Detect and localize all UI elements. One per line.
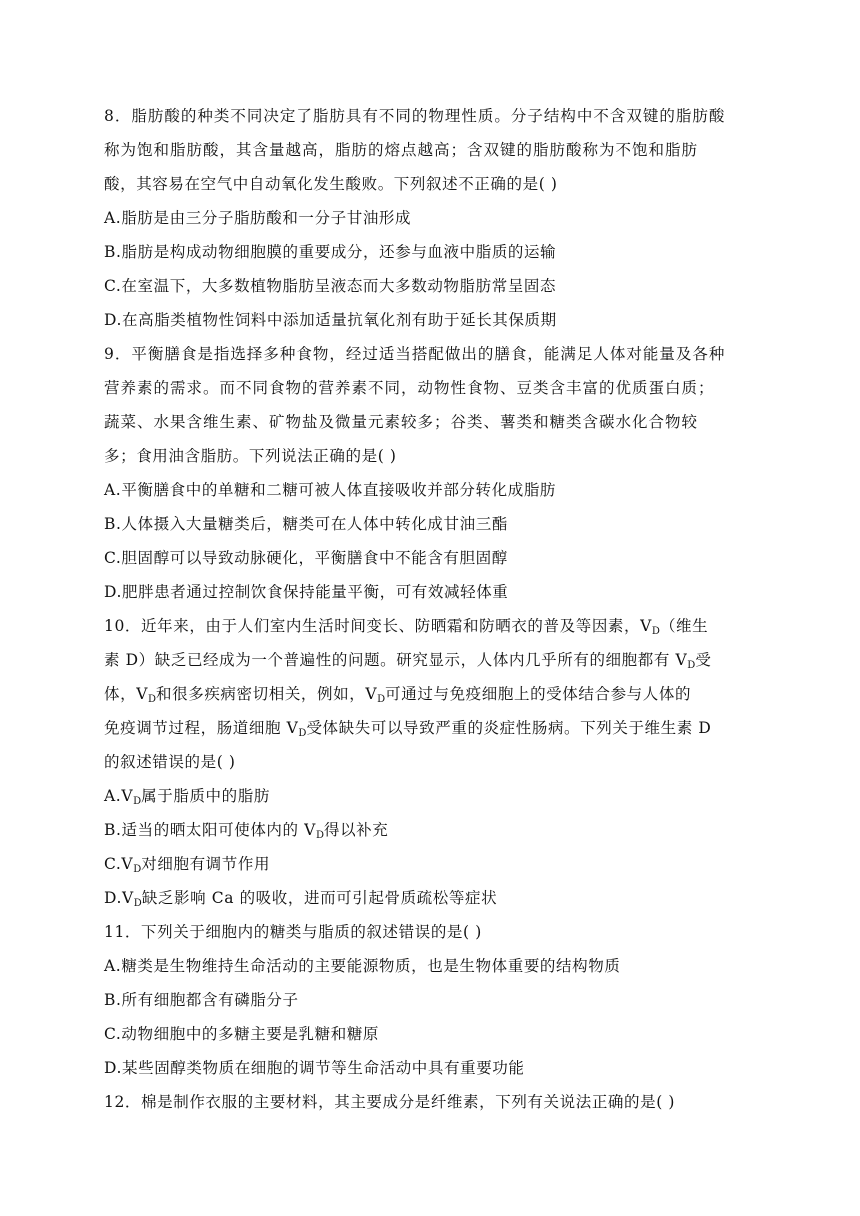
q8-option-a: A.脂肪是由三分子脂肪酸和一分子甘油形成 — [104, 209, 412, 227]
q12-stem: 12．棉是制作衣服的主要材料，其主要成分是纤维素，下列有关说法正确的是( ) — [104, 1093, 676, 1111]
q8-option-d: D.在高脂类植物性饲料中添加适量抗氧化剂有助于延长其保质期 — [104, 311, 557, 329]
q10-option-d — [104, 886, 497, 909]
q8-stem-line-3: 酸，其容易在空气中自动氧化发生酸败。下列叙述不正确的是( ) — [104, 175, 558, 193]
q10-stem-text: 和很多疾病密切相关，例如，V — [156, 685, 378, 703]
q11-option-a: A.糖类是生物维持生命活动的主要能源物质，也是生物体重要的结构物质 — [104, 957, 621, 975]
subscript-d: D — [377, 694, 386, 705]
q9-option-c: C.胆固醇可以导致动脉硬化，平衡膳食中不能含有胆固醇 — [104, 549, 508, 567]
q10-option-text: C.V — [104, 855, 134, 873]
q9-option-b: B.人体摄入大量糖类后，糖类可在人体中转化成甘油三酯 — [104, 515, 508, 533]
q10-stem-line-5: 的叙述错误的是( ) — [104, 753, 236, 771]
q10-option-a — [104, 784, 270, 807]
q10-stem-text: 素 D）缺乏已经成为一个普遍性的问题。研究显示，人体内几乎所有的细胞都有 V — [104, 651, 688, 669]
q10-stem-text: 免疫调节过程，肠道细胞 V — [104, 719, 299, 737]
q10-stem-text: 可通过与免疫细胞上的受体结合参与人体的 — [385, 685, 692, 703]
q9-stem-line-1: 9．平衡膳食是指选择多种食物，经过适当搭配做出的膳食，能满足人体对能量及各种 — [104, 345, 726, 363]
q9-option-d: D.肥胖患者通过控制饮食保持能量平衡，可有效减轻体重 — [104, 583, 509, 601]
q10-option-text: 对细胞有调节作用 — [141, 855, 271, 873]
q11-option-b: B.所有细胞都含有磷脂分子 — [104, 991, 299, 1009]
subscript-d: D — [148, 694, 157, 705]
q10-stem-text: 受体缺失可以导致严重的炎症性肠病。下列关于维生素 D — [306, 719, 712, 737]
q10-stem-text: （维生 — [659, 617, 709, 635]
subscript-d: D — [315, 830, 324, 841]
q10-stem-text: 体，V — [104, 685, 148, 703]
subscript-d: D — [133, 898, 142, 909]
q8-stem-line-1: 8．脂肪酸的种类不同决定了脂肪具有不同的物理性质。分子结构中不含双键的脂肪酸 — [104, 107, 726, 125]
q10-stem-line-1 — [104, 614, 708, 637]
q10-stem-text: 受 — [695, 651, 712, 669]
subscript-d: D — [133, 864, 142, 875]
q11-option-d: D.某些固醇类物质在细胞的调节等生命活动中具有重要功能 — [104, 1059, 525, 1077]
q8-option-b: B.脂肪是构成动物细胞膜的重要成分，还参与血液中脂质的运输 — [104, 243, 557, 261]
subscript-d: D — [133, 796, 142, 807]
q9-stem-line-3: 蔬菜、水果含维生素、矿物盐及微量元素较多；谷类、薯类和糖类含碳水化合物较 — [104, 413, 699, 431]
q10-stem-line-2 — [104, 648, 711, 671]
q11-option-c: C.动物细胞中的多糖主要是乳糖和糖原 — [104, 1025, 380, 1043]
q8-stem-line-2: 称为饱和脂肪酸，其含量越高，脂肪的熔点越高；含双键的脂肪酸称为不饱和脂肪 — [104, 141, 699, 159]
q9-stem-line-2: 营养素的需求。而不同食物的营养素不同，动物性食物、豆类含丰富的优质蛋白质； — [104, 379, 715, 397]
q10-option-text: 得以补充 — [323, 821, 389, 839]
q10-stem-text: 10．近年来，由于人们室内生活时间变长、防晒霜和防晒衣的普及等因素，V — [104, 617, 652, 635]
q10-stem-line-3 — [104, 682, 691, 705]
subscript-d: D — [651, 626, 660, 637]
q10-option-text: B.适当的晒太阳可使体内的 V — [104, 821, 316, 839]
q9-option-a: A.平衡膳食中的单糖和二糖可被人体直接吸收并部分转化成脂肪 — [104, 481, 557, 499]
q10-option-b — [104, 818, 388, 841]
q9-stem-line-4: 多；食用油含脂肪。下列说法正确的是( ) — [104, 447, 397, 465]
q10-stem-line-4 — [104, 716, 711, 739]
q10-option-text: A.V — [104, 787, 134, 805]
subscript-d: D — [687, 660, 696, 671]
q11-stem: 11．下列关于细胞内的糖类与脂质的叙述错误的是( ) — [104, 923, 482, 941]
q10-option-text: 缺乏影响 Ca 的吸收，进而可引起骨质疏松等症状 — [141, 889, 498, 907]
q8-option-c: C.在室温下，大多数植物脂肪呈液态而大多数动物脂肪常呈固态 — [104, 277, 557, 295]
q10-option-c — [104, 852, 270, 875]
subscript-d: D — [298, 728, 307, 739]
q10-option-text: D.V — [104, 889, 134, 907]
q10-option-text: 属于脂质中的脂肪 — [141, 787, 270, 805]
